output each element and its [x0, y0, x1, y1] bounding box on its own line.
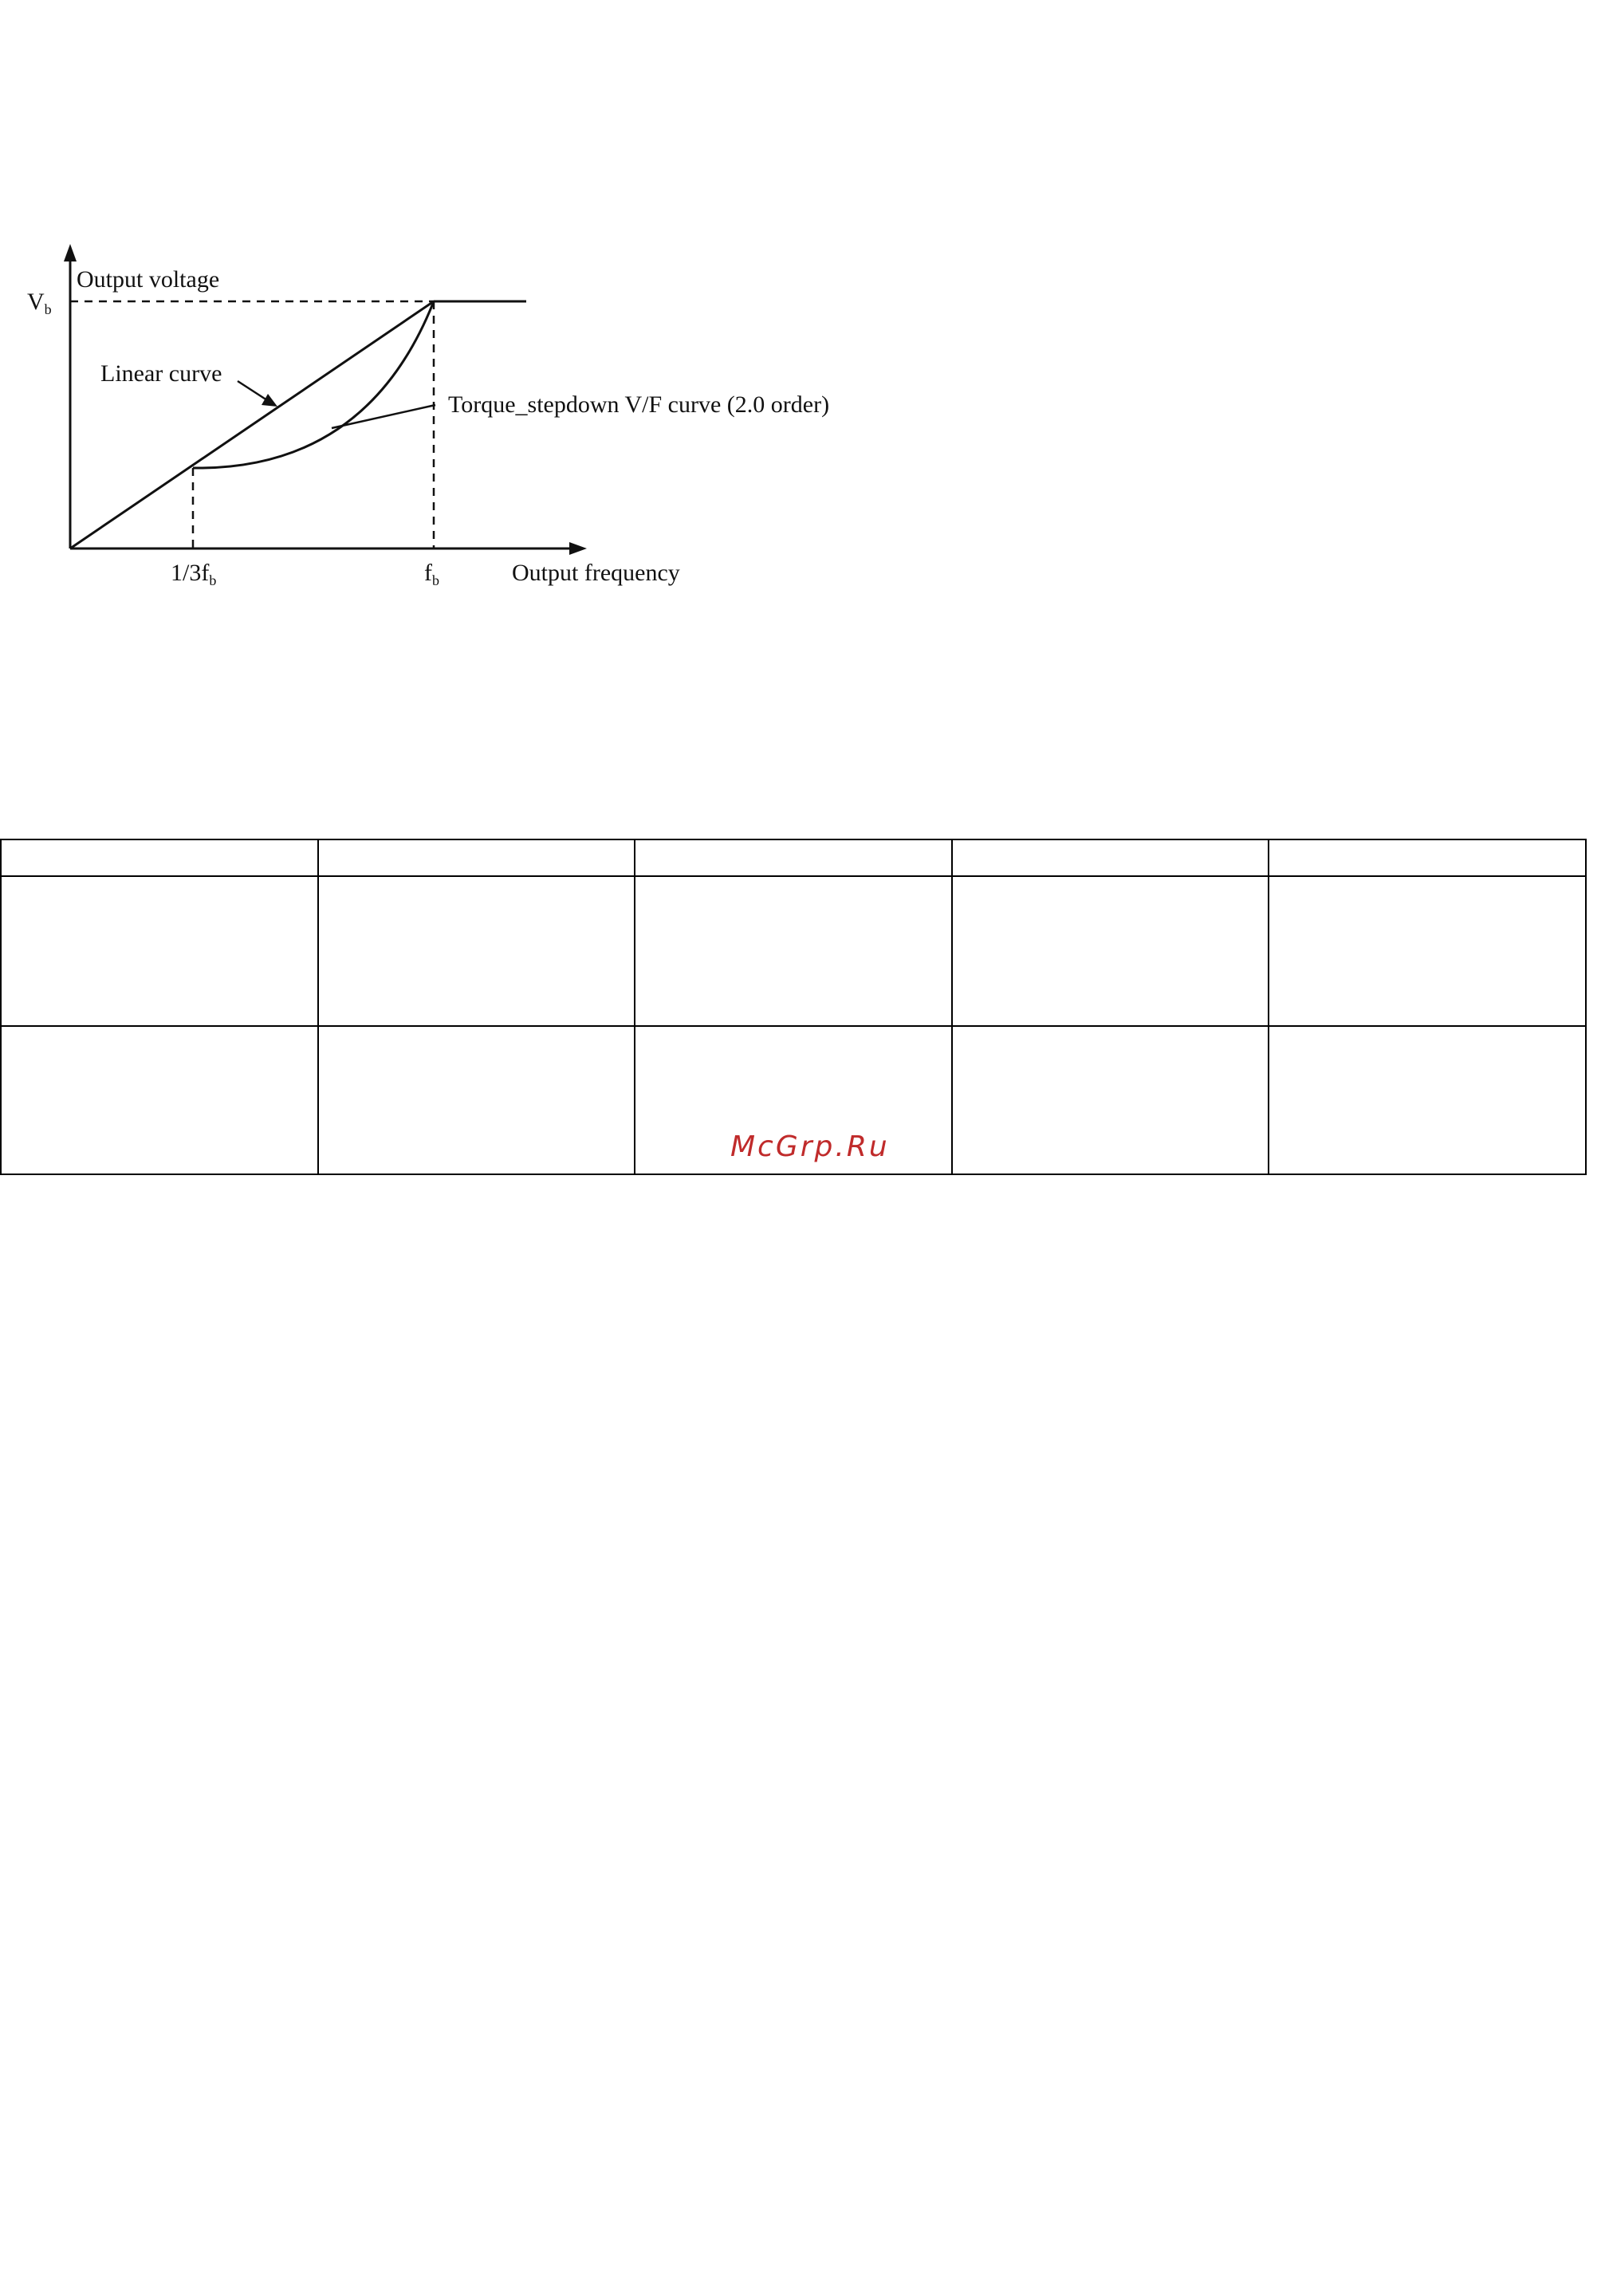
linear-curve-leader	[238, 381, 267, 400]
table-cell	[952, 839, 1269, 876]
table-cell	[318, 876, 635, 1026]
vb-tick-label: Vb	[27, 289, 52, 317]
table-header-row	[1, 839, 1586, 876]
x-axis-arrow	[569, 542, 587, 555]
torque-curve-label: Torque_stepdown V/F curve (2.0 order)	[448, 391, 830, 418]
fb-tick-label: fb	[424, 560, 439, 588]
table-cell	[1269, 839, 1586, 876]
table-cell	[635, 839, 952, 876]
table-cell	[318, 839, 635, 876]
y-axis-arrow	[64, 244, 77, 261]
torque-curve-leader	[332, 405, 435, 428]
table-cell	[635, 876, 952, 1026]
linear-curve	[70, 301, 434, 548]
table-cell	[952, 1026, 1269, 1174]
table-cell	[1, 1026, 318, 1174]
third-fb-tick-label: 1/3fb	[171, 560, 217, 588]
table-cell	[1269, 876, 1586, 1026]
x-axis-label: Output frequency	[512, 560, 680, 586]
vf-curve-diagram	[0, 0, 1609, 638]
table-cell	[1, 876, 318, 1026]
table-row	[1, 876, 1586, 1026]
table-cell	[1, 839, 318, 876]
table-cell	[952, 876, 1269, 1026]
table-cell	[318, 1026, 635, 1174]
linear-curve-label: Linear curve	[100, 360, 222, 387]
table-cell	[1269, 1026, 1586, 1174]
watermark: McGrp.Ru	[730, 1130, 890, 1163]
y-axis-label: Output voltage	[77, 266, 220, 293]
parameter-table	[0, 839, 1587, 1175]
linear-curve-leader-arrow	[262, 394, 277, 407]
